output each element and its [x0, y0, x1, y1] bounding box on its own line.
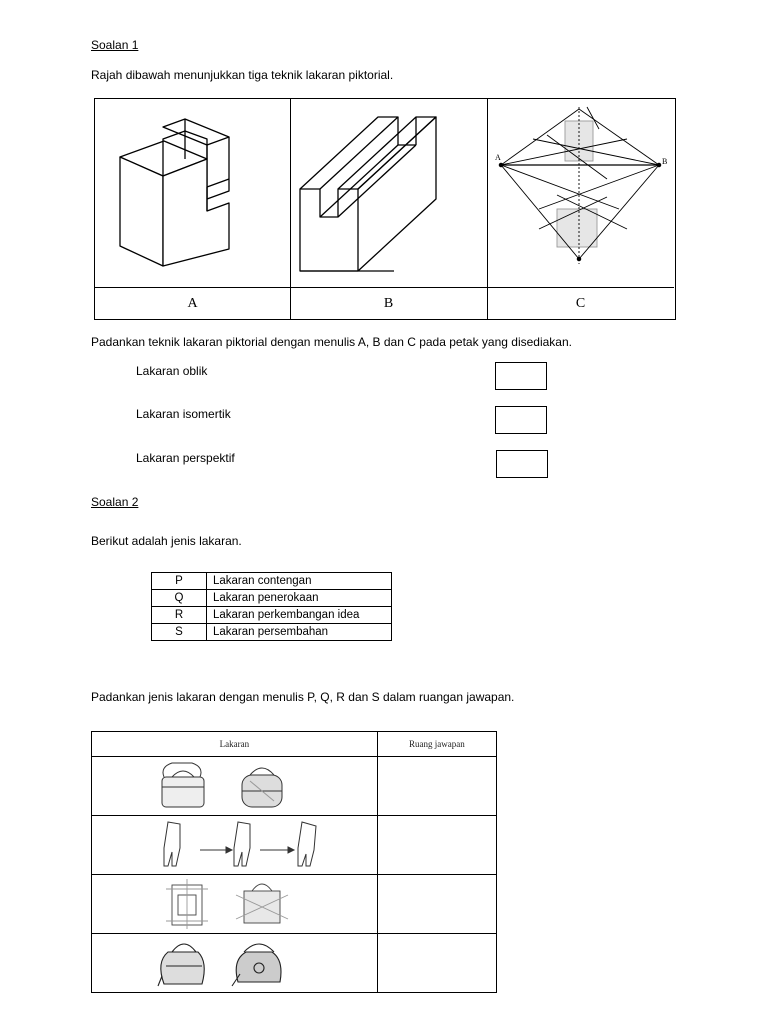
sketch-cell — [92, 934, 378, 993]
jenis-key: P — [152, 573, 207, 590]
answer-table — [91, 731, 497, 993]
construction-sketch-icon — [92, 875, 380, 931]
table-row — [152, 590, 392, 607]
sketch-cell — [92, 816, 378, 875]
header-ruang-jawapan: Ruang jawapan — [377, 732, 496, 757]
header-lakaran: Lakaran — [92, 732, 378, 757]
jenis-key: Q — [152, 590, 207, 607]
figure-label-c: C — [487, 287, 674, 320]
soalan1-instruction: Padankan teknik lakaran piktorial dengan menulis A, B dan C pada petak yang disediakan. — [91, 335, 572, 349]
jenis-value: Lakaran contengan — [207, 573, 392, 590]
figure-b-oblique — [290, 99, 487, 287]
jenis-lakaran-table — [151, 572, 392, 641]
answer-box-isomertik[interactable] — [495, 406, 547, 434]
figure-label-a: A — [95, 287, 290, 320]
chair-sketch-icon — [92, 816, 380, 872]
table-row — [92, 816, 497, 875]
jenis-value: Lakaran perkembangan idea — [207, 607, 392, 624]
soalan1-intro: Rajah dibawah menunjukkan tiga teknik lakaran piktorial. — [91, 68, 394, 82]
ruang-jawapan-1[interactable] — [377, 757, 496, 816]
table-row — [152, 624, 392, 641]
soalan2-intro: Berikut adalah jenis lakaran. — [91, 534, 242, 548]
table-row — [92, 757, 497, 816]
ruang-jawapan-2[interactable] — [377, 816, 496, 875]
figure-c-perspective — [487, 99, 675, 287]
answer-box-oblik[interactable] — [495, 362, 547, 390]
sketch-cell — [92, 757, 378, 816]
item-label-oblik: Lakaran oblik — [136, 364, 208, 378]
answer-box-perspektif[interactable] — [496, 450, 548, 478]
point-b-label: B — [662, 157, 668, 166]
item-label-perspektif: Lakaran perspektif — [136, 451, 235, 465]
ruang-jawapan-3[interactable] — [377, 875, 496, 934]
point-a-label: A — [495, 153, 501, 162]
sketch-cell — [92, 875, 378, 934]
figure-label-b: B — [290, 287, 487, 320]
jenis-value: Lakaran penerokaan — [207, 590, 392, 607]
table-row — [152, 607, 392, 624]
jenis-key: R — [152, 607, 207, 624]
table-row — [92, 934, 497, 993]
soalan1-heading: Soalan 1 — [91, 38, 139, 52]
jenis-key: S — [152, 624, 207, 641]
table-row — [92, 875, 497, 934]
soalan2-instruction: Padankan jenis lakaran dengan menulis P, Q, R dan S dalam ruangan jawapan. — [91, 690, 515, 704]
handbag-sketch-icon — [92, 757, 380, 813]
rendered-handbag-sketch-icon — [92, 934, 380, 990]
table-row — [152, 573, 392, 590]
ruang-jawapan-4[interactable] — [377, 934, 496, 993]
figure-a-isometric — [95, 99, 290, 287]
jenis-value: Lakaran persembahan — [207, 624, 392, 641]
pictorial-figure — [94, 98, 676, 320]
item-label-isomertik: Lakaran isomertik — [136, 407, 231, 421]
soalan2-heading: Soalan 2 — [91, 495, 139, 509]
